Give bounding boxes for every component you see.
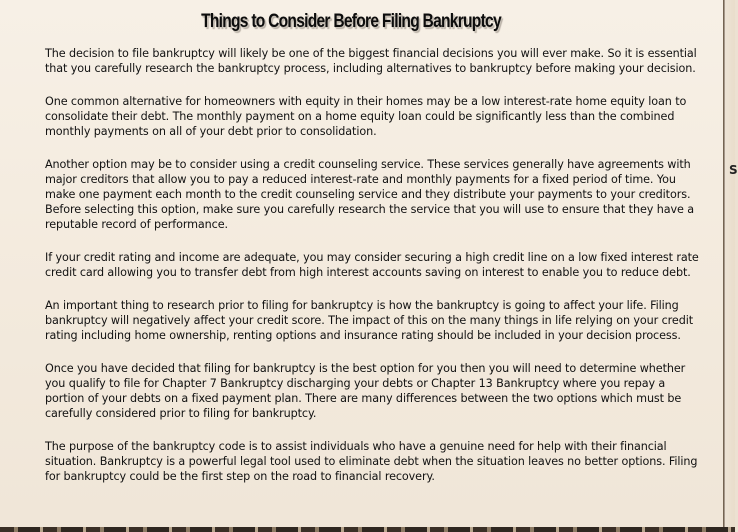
paragraph-credit-card: If your credit rating and income are adequate, you may consider securing a high credit line on a low fixed interest rate credit card allowing you to transfer debt from high interest accounts saving on interest to enable you to reduce debt. [45, 251, 699, 279]
paragraph-life-impact: An important thing to research prior to filing for bankruptcy is how the bankruptcy is going to affect your life. Filing bankruptcy will negatively affect your credit score. The impact of this on the many things in life relying on your credit rating including home ownership, renting options and insurance rating should be included in your decision process. [45, 299, 693, 342]
paragraph-chapter-options: Once you have decided that filing for bankruptcy is the best option for you then you will need to determine whether you qualify to file for Chapter 7 Bankruptcy discharging your debts or Chapter 13 Bankruptcy where you repay a portion of your debts on a fixed payment plan. There are many differences between the two options which must be carefully considered prior to filing for bankruptcy. [45, 362, 686, 420]
paragraph-home-equity: One common alternative for homeowners with equity in their homes may be a low interest-rate home equity loan to consolidate their debt. The monthly payment on a home equity loan could be significantly less than the combined monthly payments on all of your debt prior to consolidation. [45, 95, 687, 138]
paragraph-purpose: The purpose of the bankruptcy code is to assist individuals who have a genuine need for help with their financial situation. Bankruptcy is a powerful legal tool used to eliminate debt when the situation leaves no better options. Filing for bankruptcy could be the first step on the road to financial recovery. [45, 440, 698, 483]
side-panel-edge [723, 0, 735, 532]
side-panel-text-fragment: S [729, 163, 738, 177]
article-body [45, 46, 705, 502]
paragraph-decision: The decision to file bankruptcy will likely be one of the biggest financial decisions you will ever make. So it is essential that you carefully research the bankruptcy process, including alternatives to bankruptcy before making your decision. [45, 47, 697, 75]
paragraph-credit-counseling: Another option may be to consider using a credit counseling service. These services generally have agreements with major creditors that allow you to pay a reduced interest-rate and monthly payments for a fixed period of time. You make one payment each month to the credit counseling service and they distribute your payments to your creditors. Before selecting this option, make sure you carefully research the service that you will use to ensure that they have a reputable record of performance. [45, 158, 694, 231]
page-title: Things to Consider Before Filing Bankruptcy [201, 11, 501, 32]
bottom-image-strip [0, 527, 735, 532]
